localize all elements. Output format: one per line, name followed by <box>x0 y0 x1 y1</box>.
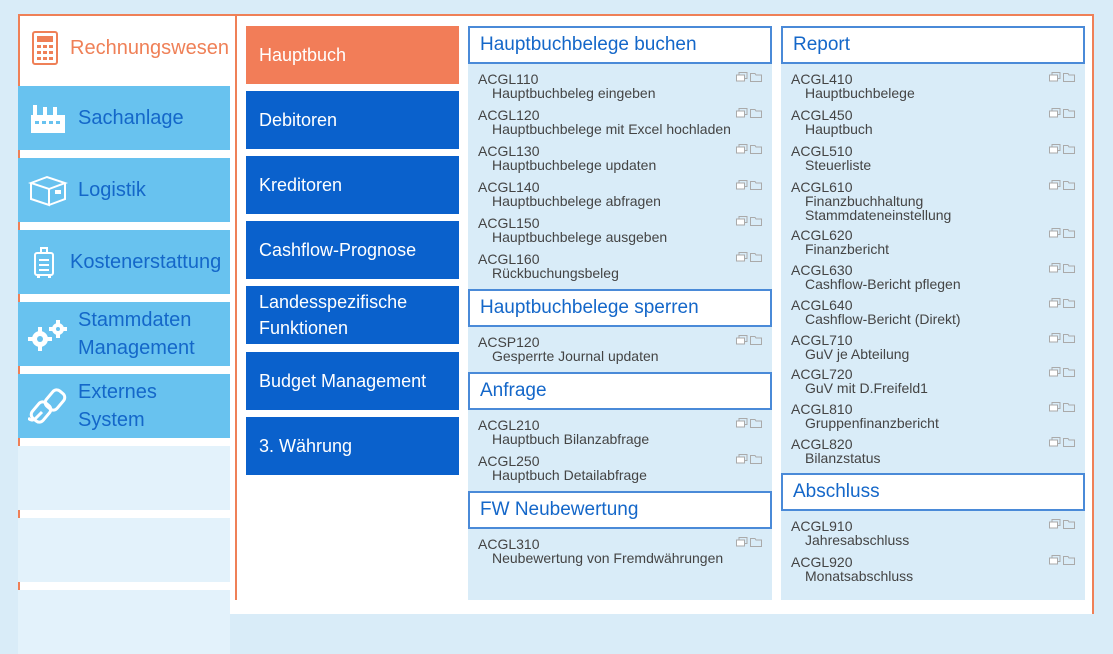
category-sachanlage[interactable] <box>18 86 230 150</box>
section-header: Abschluss <box>781 473 1085 511</box>
submenu-budget-management[interactable]: Budget Management <box>246 352 459 410</box>
new-window-icon[interactable] <box>1049 367 1061 377</box>
folder-icon[interactable] <box>750 144 762 154</box>
tab-label: Rechnungswesen <box>70 36 229 59</box>
folder-icon[interactable] <box>750 72 762 82</box>
new-window-icon[interactable] <box>1049 298 1061 308</box>
section-header: Report <box>781 26 1085 64</box>
section-header: Anfrage <box>468 372 772 410</box>
folder-icon[interactable] <box>1063 180 1075 190</box>
submenu-cashflow-prognose[interactable]: Cashflow-Prognose <box>246 221 459 279</box>
factory-icon <box>18 101 78 135</box>
new-window-icon[interactable] <box>1049 437 1061 447</box>
menu-item-acgl510[interactable]: ACGL510 Steuerliste <box>791 144 1075 172</box>
tab-rechnungswesen[interactable] <box>18 14 237 80</box>
new-window-icon[interactable] <box>1049 519 1061 529</box>
new-window-icon[interactable] <box>1049 263 1061 273</box>
menu-item-acgl210[interactable]: ACGL210 Hauptbuch Bilanzabfrage <box>478 418 762 446</box>
new-window-icon[interactable] <box>736 537 748 547</box>
category-label: Sachanlage <box>78 107 184 129</box>
new-window-icon[interactable] <box>1049 180 1061 190</box>
folder-icon[interactable] <box>1063 555 1075 565</box>
section-header: FW Neubewertung <box>468 491 772 529</box>
menu-item-acgl130[interactable]: ACGL130 Hauptbuchbelege updaten <box>478 144 762 172</box>
folder-icon[interactable] <box>750 252 762 262</box>
new-window-icon[interactable] <box>736 144 748 154</box>
folder-icon[interactable] <box>750 537 762 547</box>
menu-item-acgl910[interactable]: ACGL910 Jahresabschluss <box>791 519 1075 547</box>
menu-item-acgl120[interactable]: ACGL120 Hauptbuchbelege mit Excel hochladen <box>478 108 762 136</box>
folder-icon[interactable] <box>1063 108 1075 118</box>
new-window-icon[interactable] <box>1049 333 1061 343</box>
folder-icon[interactable] <box>1063 144 1075 154</box>
new-window-icon[interactable] <box>736 454 748 464</box>
menu-item-acgl410[interactable]: ACGL410 Hauptbuchbelege <box>791 72 1075 100</box>
menu-item-acgl720[interactable]: ACGL720 GuV mit D.Freifeld1 <box>791 367 1075 395</box>
new-window-icon[interactable] <box>736 335 748 345</box>
folder-icon[interactable] <box>1063 228 1075 238</box>
submenu-landesspezifische-funktionen[interactable]: Landesspezifische Funktionen <box>246 286 459 344</box>
new-window-icon[interactable] <box>1049 72 1061 82</box>
category-label: Externes System <box>78 381 157 431</box>
folder-icon[interactable] <box>1063 437 1075 447</box>
folder-icon[interactable] <box>1063 402 1075 412</box>
menu-item-acgl810[interactable]: ACGL810 Gruppenfinanzbericht <box>791 402 1075 430</box>
category-label: Stammdaten Management <box>78 309 195 359</box>
submenu-debitoren[interactable]: Debitoren <box>246 91 459 149</box>
folder-icon[interactable] <box>1063 367 1075 377</box>
section-header: Hauptbuchbelege buchen <box>468 26 772 64</box>
category-stammdaten-management[interactable] <box>18 302 230 366</box>
folder-icon[interactable] <box>1063 263 1075 273</box>
folder-icon[interactable] <box>1063 298 1075 308</box>
menu-column-2 <box>781 26 1085 600</box>
folder-icon[interactable] <box>1063 519 1075 529</box>
category-empty-slot <box>18 446 230 510</box>
category-externes-system[interactable] <box>18 374 230 438</box>
category-label: Logistik <box>78 179 146 201</box>
new-window-icon[interactable] <box>1049 108 1061 118</box>
new-window-icon[interactable] <box>736 216 748 226</box>
gears-icon <box>18 317 78 351</box>
menu-item-acgl150[interactable]: ACGL150 Hauptbuchbelege ausgeben <box>478 216 762 244</box>
link-icon <box>18 388 78 424</box>
folder-icon[interactable] <box>750 108 762 118</box>
menu-item-acsp120[interactable]: ACSP120 Gesperrte Journal updaten <box>478 335 762 363</box>
submenu-kreditoren[interactable]: Kreditoren <box>246 156 459 214</box>
menu-item-acgl640[interactable]: ACGL640 Cashflow-Bericht (Direkt) <box>791 298 1075 326</box>
calculator-icon <box>32 31 58 65</box>
new-window-icon[interactable] <box>1049 555 1061 565</box>
menu-item-acgl250[interactable]: ACGL250 Hauptbuch Detailabfrage <box>478 454 762 482</box>
menu-item-acgl610[interactable]: ACGL610 Finanzbuchhaltung Stammdateneinstellung <box>791 180 1075 222</box>
new-window-icon[interactable] <box>736 72 748 82</box>
menu-item-acgl160[interactable]: ACGL160 Rückbuchungsbeleg <box>478 252 762 280</box>
category-kostenerstattung[interactable] <box>18 230 230 294</box>
luggage-icon <box>18 245 70 279</box>
menu-item-acgl110[interactable]: ACGL110 Hauptbuchbeleg eingeben <box>478 72 762 100</box>
menu-item-acgl630[interactable]: ACGL630 Cashflow-Bericht pflegen <box>791 263 1075 291</box>
new-window-icon[interactable] <box>736 418 748 428</box>
new-window-icon[interactable] <box>1049 228 1061 238</box>
new-window-icon[interactable] <box>736 180 748 190</box>
new-window-icon[interactable] <box>736 252 748 262</box>
folder-icon[interactable] <box>1063 333 1075 343</box>
menu-item-acgl710[interactable]: ACGL710 GuV je Abteilung <box>791 333 1075 361</box>
new-window-icon[interactable] <box>1049 144 1061 154</box>
new-window-icon[interactable] <box>736 108 748 118</box>
submenu-3-waehrung[interactable]: 3. Währung <box>246 417 459 475</box>
category-empty-slot <box>18 518 230 582</box>
menu-column-1 <box>468 26 772 600</box>
menu-item-acgl450[interactable]: ACGL450 Hauptbuch <box>791 108 1075 136</box>
menu-item-acgl140[interactable]: ACGL140 Hauptbuchbelege abfragen <box>478 180 762 208</box>
menu-item-acgl620[interactable]: ACGL620 Finanzbericht <box>791 228 1075 256</box>
menu-item-acgl310[interactable]: ACGL310 Neubewertung von Fremdwährungen <box>478 537 762 565</box>
folder-icon[interactable] <box>750 216 762 226</box>
menu-item-acgl820[interactable]: ACGL820 Bilanzstatus <box>791 437 1075 465</box>
box-icon <box>18 173 78 207</box>
folder-icon[interactable] <box>750 180 762 190</box>
folder-icon[interactable] <box>1063 72 1075 82</box>
folder-icon[interactable] <box>750 454 762 464</box>
category-label: Kostenerstattung <box>70 251 222 273</box>
new-window-icon[interactable] <box>1049 402 1061 412</box>
menu-item-acgl920[interactable]: ACGL920 Monatsabschluss <box>791 555 1075 583</box>
folder-icon[interactable] <box>750 335 762 345</box>
category-logistik[interactable] <box>18 158 230 222</box>
section-header: Hauptbuchbelege sperren <box>468 289 772 327</box>
submenu-hauptbuch[interactable]: Hauptbuch <box>246 26 459 84</box>
folder-icon[interactable] <box>750 418 762 428</box>
